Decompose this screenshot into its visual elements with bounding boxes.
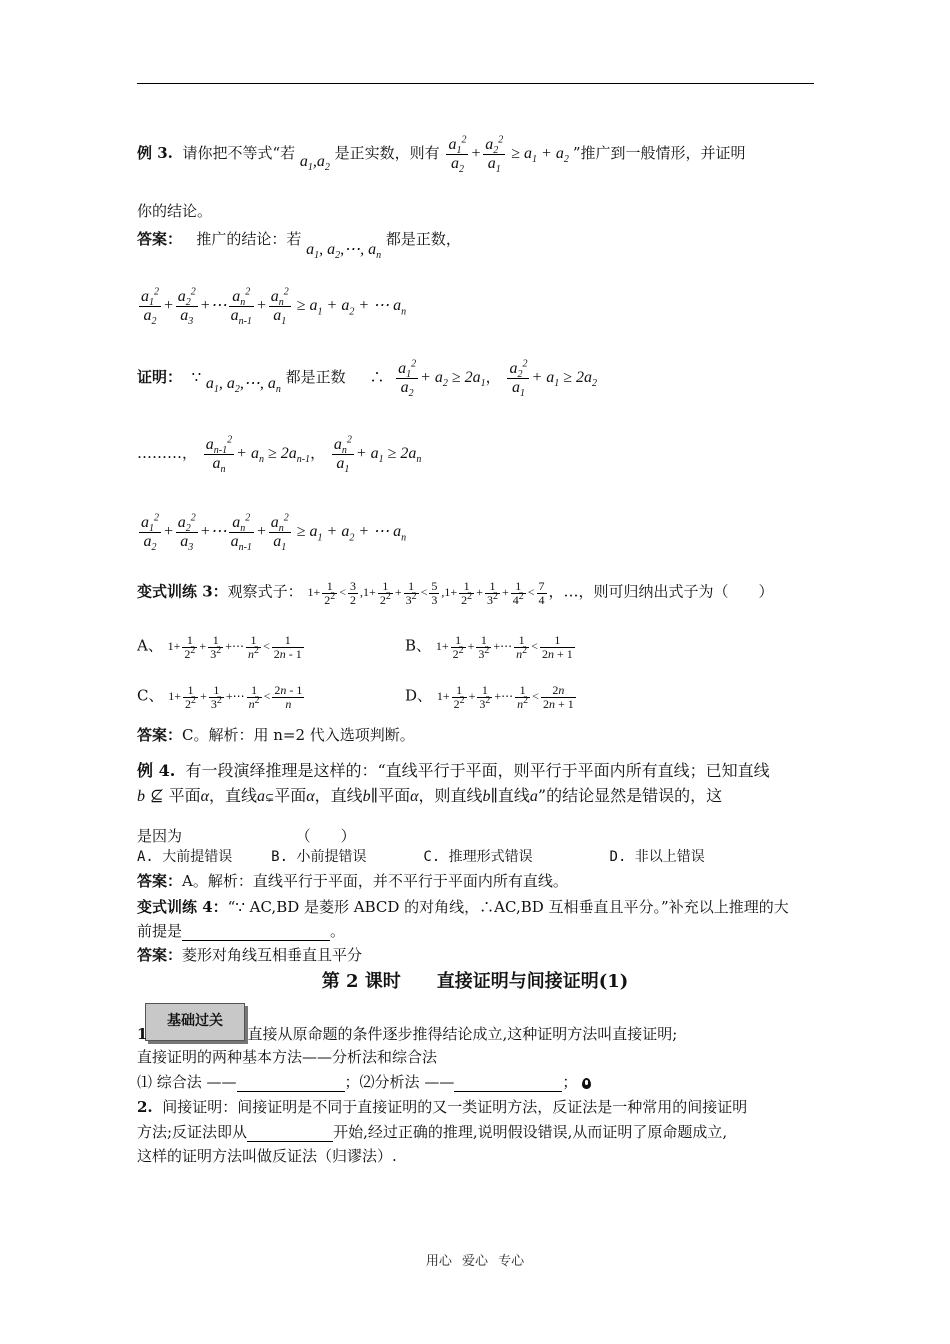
math-proof-ineq-2: $\frac{a_2^2}{a_1}$ + $a_1 \ge 2a_2$: [509, 358, 598, 400]
variant-3-answer-text: C。解析：用 n=2 代入选项判断。: [182, 726, 415, 744]
option-c-formula: 1+ $\frac{1}{2^2}$ + $\frac{1}{3^2}$ +⋯ $\frac{1}{n^2}$ < $\frac{2n - 1}{n}$: [168, 683, 303, 711]
synthesis-blank[interactable]: [237, 1091, 345, 1092]
basics-line-4: [137, 1097, 747, 1117]
answer-3-text: 推广的结论：若: [196, 230, 302, 248]
synthesis-label: ⑴ 综合法 ——: [137, 1073, 237, 1091]
math-proof-ineq-1: $\frac{a_1^2}{a_2}$ + $a_2 \ge 2a_1$: [398, 358, 486, 400]
option-a-formula: 1+ $\frac{1}{2^2}$ + $\frac{1}{3^2}$ +⋯ $\frac{1}{n^2}$ < $\frac{1}{2n - 1}$: [167, 633, 302, 661]
proof-dots: ………，: [137, 444, 198, 463]
proof-label: 证明：: [137, 368, 183, 387]
example-3-line-2: 你的结论。: [137, 202, 213, 220]
answer-3-line: [137, 229, 461, 262]
variant-4-line-2: [137, 921, 345, 941]
therefore-symbol: ∴: [369, 368, 385, 387]
ex4-parallel-line: ∥直线: [490, 786, 530, 805]
math-a1-an: $a_1$, $a_2,\cdots$, $a_n$: [306, 241, 382, 262]
variant-3-answer-label: 答案：: [137, 726, 183, 744]
example-4-text: 有一段演绎推理是这样的：“直线平行于平面，则平行于平面内所有直线；已知直线: [185, 761, 770, 780]
ex4-option-d: D. 非以上错误: [609, 849, 705, 865]
example-4-answer: [137, 871, 568, 891]
ex4-then-line: ，则直线: [418, 786, 483, 805]
drop-icon: [582, 1078, 591, 1089]
option-d-label: D、: [405, 686, 433, 705]
option-a-label: A、: [137, 636, 163, 655]
basics-line-2: 直接证明的两种基本方法——分析法和综合法: [137, 1048, 438, 1066]
example-4-answer-text: A。解析：直线平行于平面，并不平行于平面内所有直线。: [182, 872, 568, 890]
variant-4-premise: 前提是: [137, 922, 183, 940]
proof-line-1: 证明： ∵ $a_1$, $a_2,\cdots$, $a_n$ 都是正数 ∴ $\frac{a_1^2}{a_2}$ + $a_2 \ge 2a_1$， $\frac{a_2^2}{a_1}$ + $a_1 \ge 2a_2$: [137, 358, 598, 400]
answer-3-text-2: 都是正数，: [385, 230, 461, 248]
general-inequality-1: $\frac{a_1^2}{a_2}$ + $\frac{a_2^2}{a_3}$ +⋯ $\frac{a_n^2}{a_{n-1}}$ + $\frac{a_n^2}{a_1}$ ≥ $a_1 + a_2$ + ⋯ $a_n$: [141, 286, 407, 328]
option-c: [137, 684, 306, 711]
example-4-answer-label: 答案：: [137, 872, 183, 890]
example-3-label: 例 3.: [137, 144, 173, 163]
example-4-paren: （ ）: [295, 827, 356, 845]
basics-badge: 基础过关: [145, 1003, 245, 1041]
example-4-line-2: b ⊈ 平面α，直线a⊊平面α，直线b∥平面α，则直线b∥直线a”的结论显然是错误的，这: [137, 786, 723, 805]
example-4-line-3: [137, 826, 356, 846]
option-a: [137, 634, 306, 661]
basics-text-4: 间接证明：间接证明是不同于直接证明的又一类证明方法，反证法是一种常用的间接证明: [162, 1098, 748, 1116]
variant-4-answer-label: 答案：: [137, 946, 183, 964]
analysis-label: ；⑵分析法 ——: [344, 1073, 455, 1091]
math-a1-a2: $a_1,a_2$: [299, 153, 330, 174]
math-a1-an-proof: $a_1$, $a_2,\cdots$, $a_n$: [205, 375, 281, 396]
since-symbol: ∵: [191, 368, 202, 387]
ex4-line-a: ，直线: [209, 786, 258, 805]
option-d-formula: 1+ $\frac{1}{2^2}$ + $\frac{1}{3^2}$ +⋯ $\frac{1}{n^2}$ < $\frac{2n}{2n + 1}$: [436, 683, 574, 711]
lesson-title: 第 2 课时 直接证明与间接证明(1): [321, 971, 629, 992]
variant-3-line: [137, 580, 774, 607]
math-proof-ineq-4: $\frac{a_n^2}{a_1}$ + $a_1 \ge 2a_n$: [333, 434, 422, 476]
variant-3-tail: ，…，则可归纳出式子为（ ）: [548, 582, 774, 601]
premise-blank[interactable]: [182, 940, 330, 941]
example-3-text-b: 是正实数，则有: [334, 144, 440, 163]
variant-4-text: “∵ AC,BD 是菱形 ABCD 的对角线，∴AC,BD 互相垂直且平分。”补充以上推理的大: [227, 898, 789, 916]
variant-3-text: 观察式子：: [227, 582, 303, 601]
variant-4-answer: [137, 945, 362, 965]
basics-text-1: 直接从原命题的条件逐步推得结论成立,这种证明方法叫直接证明;: [247, 1025, 678, 1043]
variant-3-answer: [137, 725, 415, 745]
example-4-label: 例 4.: [137, 761, 176, 780]
variant-4-end: 。: [330, 922, 346, 940]
option-d: [405, 684, 578, 711]
math-proof-ineq-3: $\frac{a_{n-1}^2}{a_n}$ + $a_n \ge 2a_{n-1}$: [205, 434, 311, 476]
proof-line-2: ………， $\frac{a_{n-1}^2}{a_n}$ + $a_n \ge 2a_{n-1}$， $\frac{a_n^2}{a_1}$ + $a_1 \ge 2a_n$: [137, 434, 422, 476]
example-4-line-1: [137, 761, 770, 781]
basics-text-5a: 方法;反证法即从: [137, 1123, 248, 1141]
ex4-line-b: ，直线: [314, 786, 363, 805]
basics-line-3: [137, 1072, 591, 1092]
variant-3-label: 变式训练 3：: [137, 582, 228, 601]
example-3-text-a: 请你把不等式“若: [182, 144, 296, 163]
variant-4-line-1: [137, 897, 789, 917]
analysis-blank[interactable]: [454, 1091, 562, 1092]
example-3-text-c: ”推广到一般情形，并证明: [572, 144, 746, 163]
ex4-parallel-plane: ∥平面: [370, 786, 411, 805]
variant-4-answer-text: 菱形对角线互相垂直且平分: [182, 946, 363, 964]
variant-4-label: 变式训练 4：: [137, 898, 228, 916]
page-footer: 用心 爱心 专心: [425, 1254, 525, 1269]
ex4-plane-1: 平面: [168, 786, 201, 805]
option-b-formula: 1+ $\frac{1}{2^2}$ + $\frac{1}{3^2}$ +⋯ $\frac{1}{n^2}$ < $\frac{1}{2n + 1}$: [435, 633, 573, 661]
basics-line-1: [137, 1024, 677, 1044]
answer-3-label: 答案：: [137, 230, 183, 248]
example-4-because: 是因为: [137, 827, 183, 845]
math-inequality-2: $\frac{a_1^2}{a_2}$ + $\frac{a_2^2}{a_1}$ ≥ $a_1 + a_2$: [448, 134, 569, 176]
basics-line-6: 这样的证明方法叫做反证法（归谬法）.: [137, 1147, 397, 1165]
basics-num-2: 2.: [137, 1098, 153, 1116]
ex4-option-a: A. 大前提错误: [137, 849, 233, 865]
example-4-options: [137, 847, 705, 867]
basics-semicolon: ；: [562, 1073, 578, 1091]
option-c-label: C、: [137, 686, 164, 705]
math-observe-series: 1+ $\frac{1}{2^2}$ < $\frac{3}{2}$ ,1+ $\frac{1}{2^2}$ + $\frac{1}{3^2}$ < $\frac{5}{3}$ ,1+ $\frac{1}{2^2}$ + $\frac{1}{3^2}$ + $\frac{1}{4^2}$ < $\frac{7}{4}$: [307, 579, 545, 607]
ex4-conclusion: ”的结论显然是错误的，这: [537, 786, 723, 805]
contradiction-blank[interactable]: [247, 1141, 333, 1142]
basics-line-5: [137, 1122, 727, 1142]
example-3-line-1: [137, 134, 746, 176]
ex4-option-c: C. 推理形式错误: [423, 849, 533, 865]
general-inequality-2: $\frac{a_1^2}{a_2}$ + $\frac{a_2^2}{a_3}$ +⋯ $\frac{a_n^2}{a_{n-1}}$ + $\frac{a_n^2}{a_1}$ ≥ $a_1 + a_2$ + ⋯ $a_n$: [141, 512, 407, 554]
header-rule: [137, 83, 814, 84]
option-b-label: B、: [405, 636, 432, 655]
option-b: [405, 634, 577, 661]
basics-num-1: 1: [137, 1025, 148, 1043]
ex4-plane-2: 平面: [274, 786, 307, 805]
proof-text: 都是正数: [285, 368, 346, 387]
ex4-option-b: B. 小前提错误: [271, 849, 367, 865]
basics-text-5b: 开始,经过正确的推理,说明假设错误,从而证明了原命题成立,: [333, 1123, 728, 1141]
